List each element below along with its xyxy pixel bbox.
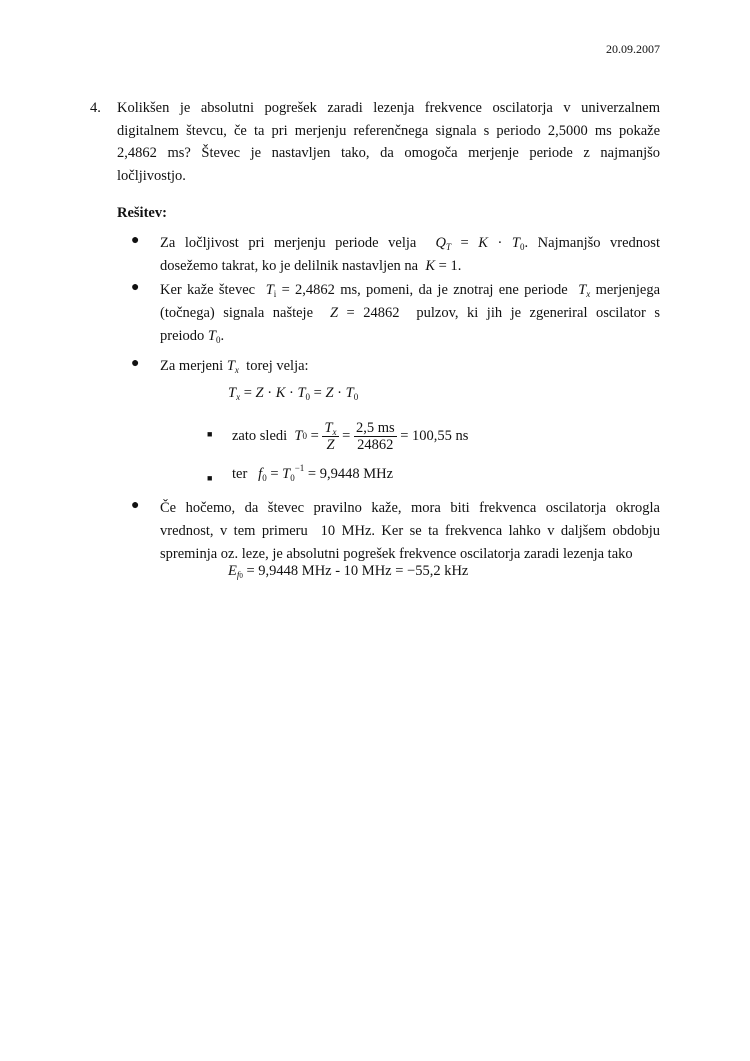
bullet-2-text-c: merjenjega	[595, 282, 661, 298]
t0-result: = 100,55 ns	[400, 427, 469, 444]
bullet-3-text-b: torej velja:	[246, 358, 309, 374]
bullet-2-text-e: pulzov, ki jih je zgeneriral oscilator s	[416, 305, 660, 321]
question-line-2-text-b: pokaže	[618, 122, 661, 139]
bullet-2-line-2: (točnega) signala našteje Z = 24862 pulzov, ki jih je zgeneriral oscilator s	[160, 305, 660, 321]
question-line-1-text: Kolikšen je absolutni pogrešek zaradi lezenja frekvence oscilatorja v univerzalnem	[117, 100, 660, 116]
equation-error: $E_{f0} = 9,9448$ MHz - 10 MHz = −55,2 kHz	[228, 563, 469, 580]
f0-result: = 9,9448 MHz	[307, 466, 394, 482]
pulse-count: = 24862	[346, 305, 400, 321]
document-date: 20.09.2007	[606, 42, 660, 56]
bullet-2-text-f: preiodo	[160, 328, 205, 344]
bullet-2-line-1: Ker kaže števec $T_i = 2,4862$ ms, pomeni, da je znotraj ene periode $T_x$ merjenjega	[160, 282, 661, 299]
bullet-2-text-d: (točnega) signala našteje	[160, 305, 314, 321]
equation-period-t0: zato sledi T 0 = $\frac{T_x}{Z}$ = $\frac{2,5 ms}{24862}$ = 100,55 ns	[232, 419, 469, 453]
eq-symbol: =	[313, 385, 322, 401]
bullet-2-text-b: , pomeni, da je znotraj ene periode	[357, 282, 568, 298]
bullet-4-line-2	[160, 520, 660, 543]
bullet-1-line-2: dosežemo takrat, ko je delilnik nastavljen na K = 1.	[160, 258, 462, 274]
fraction-tx-z: $\frac{T_x}{Z}$	[324, 419, 337, 453]
counter-reading: = 2,4862 ms	[281, 282, 358, 298]
bullet-3-text-a: Za merjeni	[160, 358, 224, 374]
bullet-1-text-c: dosežemo takrat, ko je delilnik nastavljen na	[160, 258, 419, 274]
bullet-3-intro: Za merjeni $T_x$ torej velja:	[160, 358, 309, 375]
bullet-1	[160, 232, 660, 278]
question-line-3-text: ? Števec je nastavljen tako, da omogoča merjenje periode z najmanjšo	[184, 145, 661, 161]
question-text	[117, 97, 660, 187]
bullet-icon: ●	[131, 356, 140, 371]
eq-symbol: ·	[337, 385, 343, 401]
question-line-1	[117, 97, 660, 120]
formula-resolution: $Q_T = K \cdot T_0$	[435, 235, 525, 252]
reference-period-value: 2,5000 ms	[547, 122, 612, 139]
equation-frequency: ter $f_0 = T_0^{-1} = 9,9448$ MHz	[232, 463, 394, 483]
sub-bullet-2-label: ter	[232, 466, 248, 482]
eq-symbol: =	[243, 385, 252, 401]
bullet-4-line-1	[160, 497, 660, 520]
bullet-icon: ●	[131, 498, 140, 513]
bullet-2	[160, 279, 660, 348]
bullet-4-text-c: . Ker se ta frekvenca lahko v daljšem obdobju	[371, 523, 660, 539]
bullet-icon: ●	[131, 233, 140, 248]
divider-value: = 1.	[438, 258, 462, 274]
fraction-denominator: 24862	[357, 436, 394, 453]
equation-period: $T_x = Z \cdot K \cdot T_0 = Z \cdot T_0$	[228, 385, 359, 402]
question-line-2	[117, 120, 660, 143]
measured-period-value: 2,4862 ms	[117, 145, 185, 161]
bullet-4-text-b: vrednost, v tem primeru	[160, 523, 308, 539]
bullet-icon: ●	[131, 280, 140, 295]
fraction-values	[354, 420, 397, 453]
bullet-4-text-d: spreminja oz. leze, je absolutni pogrešek frekvence oscilatorja zaradi lezenja tako	[160, 546, 633, 562]
bullet-4-text-a: Če hočemo, da števec pravilno kaže, mora biti frekvenca oscilatorja okrogla	[160, 500, 660, 516]
bullet-2-text-g: .	[220, 328, 225, 344]
eq-symbol: ·	[267, 385, 273, 401]
solution-heading: Rešitev:	[117, 205, 167, 221]
question-line-4-text: ločljivostjo.	[117, 167, 186, 184]
bullet-2-line-3: preiodo $T_0$.	[160, 328, 225, 345]
question-line-4	[117, 165, 660, 188]
bullet-4	[160, 497, 660, 566]
square-bullet-icon: ■	[207, 473, 213, 483]
bullet-1-text-a: Za ločljivost pri merjenju periode velja	[160, 235, 417, 251]
exponent: −1	[294, 463, 305, 473]
square-bullet-icon: ■	[207, 429, 213, 439]
bullet-1-text-b: . Najmanjšo vrednost	[524, 235, 660, 251]
bullet-2-text-a: Ker kaže števec	[160, 282, 256, 298]
question-line-2-text-a: digitalnem števcu, če ta pri merjenju referenčnega signala s periodo	[117, 122, 541, 139]
bullet-1-line-1	[160, 232, 660, 255]
fraction-numerator: 2,5 ms	[355, 419, 395, 436]
question-number: 4.	[90, 100, 101, 116]
nominal-frequency: 10 MHz	[320, 523, 372, 539]
sub-bullet-1-label: zato sledi	[232, 427, 288, 444]
absolute-error-result: = 9,9448 MHz - 10 MHz = −55,2 kHz	[246, 563, 469, 579]
question-line-3	[117, 142, 660, 165]
eq-symbol: ·	[288, 385, 294, 401]
